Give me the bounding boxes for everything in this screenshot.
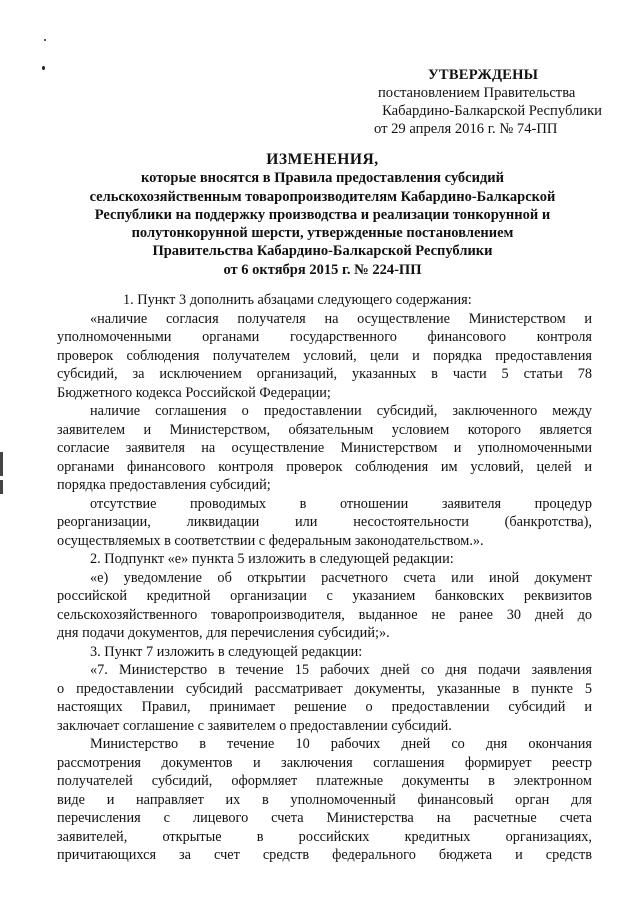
text-line: виде и направляет их в уполномоченный финансовый орган для <box>57 791 592 808</box>
approval-stamp-block <box>352 66 602 138</box>
paragraph <box>57 661 592 735</box>
text-line: отсутствие проводимых в отношении заявителя процедур <box>90 495 592 512</box>
scan-speck <box>44 39 46 41</box>
title-line: которые вносятся в Правила предоставления субсидий <box>140 170 505 187</box>
title-line: сельскохозяйственным товаропроизводителям Кабардино-Балкарской <box>89 188 556 205</box>
text-line: реорганизации, ликвидации или несостоятельности (банкротства), <box>57 514 592 530</box>
paragraph <box>57 569 592 643</box>
text-line: рассмотрения документов и заключения соглашения формирует реестр <box>57 754 592 771</box>
paragraph <box>57 550 592 569</box>
text-line: заявителей, открытые в российских кредитных организациях, <box>57 828 592 845</box>
text-line: получателей субсидий, оформляет платежные документы в электронном <box>57 773 592 789</box>
title-line: Правительства Кабардино-Балкарской Республики <box>152 243 493 260</box>
scan-edge-mark <box>0 480 3 494</box>
text-line: 1. Пункт 3 дополнить абзацами следующего содержания: <box>123 292 472 308</box>
text-line: 3. Пункт 7 изложить в следующей редакции: <box>90 643 363 660</box>
text-line: органами финансового контроля проверок соблюдения им условий, целей и <box>57 458 592 475</box>
text-line: Бюджетного кодекса Российской Федерации; <box>57 384 331 401</box>
text-line: настоящих Правил, принимает решение о предоставлении субсидий и <box>57 699 592 715</box>
approval-line: Кабардино-Балкарской Республики <box>382 103 602 119</box>
text-line: заключает соглашение с заявителем о предоставлении субсидий. <box>57 717 452 734</box>
paragraph <box>57 402 592 495</box>
scan-speck <box>42 66 45 70</box>
paragraph <box>57 291 592 310</box>
paragraph <box>57 735 592 865</box>
text-line: субсидий, за исключением организаций, указанных в части 5 статьи 78 <box>57 366 592 382</box>
paragraph <box>57 495 592 551</box>
approval-line: от 29 апреля 2016 г. № 74-ПП <box>374 121 558 137</box>
text-line: уполномоченными органами государственного финансового контроля <box>57 329 592 345</box>
text-line: порядка предоставления субсидий; <box>57 477 271 493</box>
document-body <box>57 291 592 865</box>
title-line: Республики на поддержку производства и реализации тонкорунной и <box>94 206 551 223</box>
scan-edge-mark <box>0 452 3 476</box>
paragraph <box>57 643 592 662</box>
text-line: «7. Министерство в течение 15 рабочих дней со дня подачи заявления <box>90 662 592 678</box>
document-title <box>50 151 595 279</box>
text-line: наличие соглашения о предоставлении субсидий, заключенного между <box>90 403 592 419</box>
approval-heading: УТВЕРЖДЕНЫ <box>428 67 539 83</box>
text-line: перечисления с лицевого счета Министерства на расчетные счета <box>57 810 592 826</box>
text-line: согласие заявителя на осуществление Министерством и уполномоченными <box>57 440 592 456</box>
text-line: российской кредитной организации с указанием банковских реквизитов <box>57 588 592 604</box>
text-line: 2. Подпункт «е» пункта 5 изложить в следующей редакции: <box>90 551 454 567</box>
paragraph <box>57 310 592 403</box>
approval-line: постановлением Правительства <box>378 85 576 101</box>
text-line: «е) уведомление об открытии расчетного счета или иной документ <box>90 569 592 586</box>
text-line: «наличие согласия получателя на осуществление Министерством и <box>90 310 592 327</box>
text-line: Министерство в течение 10 рабочих дней со дня окончания <box>90 736 592 752</box>
text-line: причитающихся за счет средств федерального бюджета и средств <box>57 847 592 863</box>
text-line: дня подачи документов, для перечисления субсидий;». <box>57 625 390 641</box>
title-line: от 6 октября 2015 г. № 224-ПП <box>223 261 422 278</box>
title-line: полутонкорунной шерсти, утвержденные постановлением <box>131 225 514 242</box>
text-line: осуществляемых в соответствии с федеральным законодательством.». <box>57 532 484 549</box>
text-line: сельскохозяйственного товаропроизводителя, выданное не ранее 30 дней до <box>57 606 592 623</box>
text-line: о предоставлении субсидий рассматривает документы, указанные в пункте 5 <box>57 680 592 697</box>
text-line: заявителем и Министерством, обязательным условием которого является <box>57 421 592 438</box>
title-heading: ИЗМЕНЕНИЯ, <box>266 151 379 168</box>
text-line: проверок соблюдения получателем условий, цели и порядка предоставления <box>57 347 592 364</box>
